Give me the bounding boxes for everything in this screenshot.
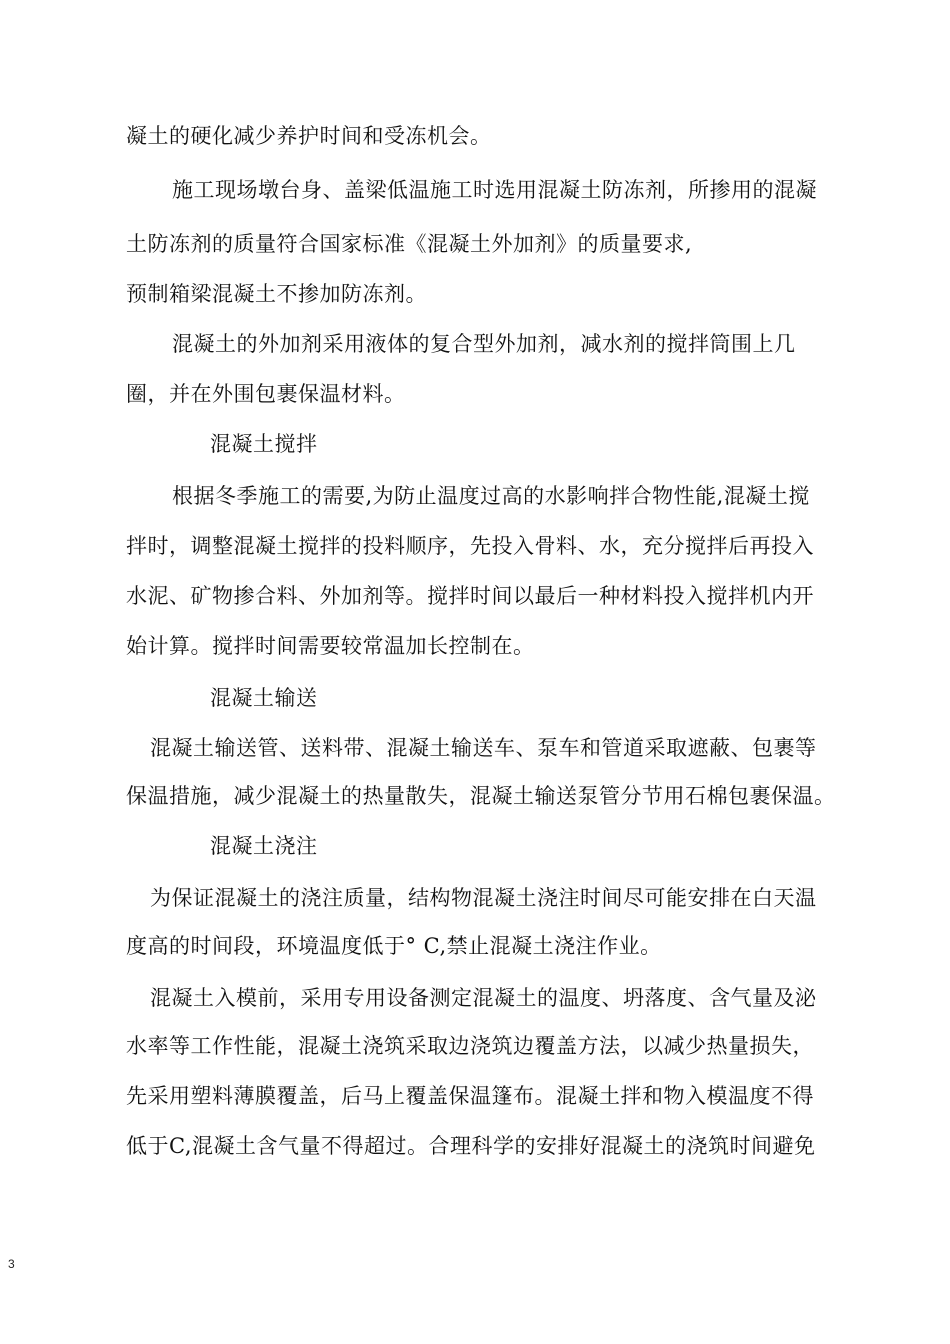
page-number: 3 xyxy=(8,1257,15,1271)
text-line: 低于C,混凝土含气量不得超过。合理科学的安排好混凝土的浇筑时间避免 xyxy=(126,1134,816,1158)
text-line: 混凝土的外加剂采用液体的复合型外加剂，减水剂的搅拌筒围上几 xyxy=(172,332,796,356)
text-line: 施工现场墩台身、盖梁低温施工时选用混凝土防冻剂，所掺用的混凝 xyxy=(172,178,817,202)
text-line: 为保证混凝土的浇注质量，结构物混凝土浇注时间尽可能安排在白天温 xyxy=(150,886,817,910)
text-line: 混凝土输送管、送料带、混凝土输送车、泵车和管道采取遮蔽、包裹等 xyxy=(150,736,817,760)
text-line: 圈，并在外围包裹保温材料。 xyxy=(126,382,406,406)
text-line: 水率等工作性能，混凝土浇筑采取边浇筑边覆盖方法，以减少热量损失， xyxy=(126,1034,814,1058)
text-line: 凝土的硬化减少养护时间和受冻机会。 xyxy=(126,124,492,148)
text-line: 预制箱梁混凝土不掺加防冻剂。 xyxy=(126,282,427,306)
text-line: 先采用塑料薄膜覆盖，后马上覆盖保温篷布。混凝土拌和物入模温度不得 xyxy=(126,1084,814,1108)
text-line: 拌时，调整混凝土搅拌的投料顺序，先投入骨料、水，充分搅拌后再投入 xyxy=(126,534,814,558)
text-line: 始计算。搅拌时间需要较常温加长控制在。 xyxy=(126,634,535,658)
text-line: 根据冬季施工的需要,为防止温度过高的水影响拌合物性能,混凝土搅 xyxy=(172,484,810,508)
text-line: 水泥、矿物掺合料、外加剂等。搅拌时间以最后一种材料投入搅拌机内开 xyxy=(126,584,814,608)
text-line: 度高的时间段，环境温度低于° C,禁止混凝土浇注作业。 xyxy=(126,934,662,958)
text-line: 混凝土入模前，采用专用设备测定混凝土的温度、坍落度、含气量及泌 xyxy=(150,986,817,1010)
section-heading: 混凝土浇注 xyxy=(210,834,318,858)
section-heading: 混凝土输送 xyxy=(210,686,318,710)
section-heading: 混凝土搅拌 xyxy=(210,432,318,456)
text-line: 土防冻剂的质量符合国家标准《混凝土外加剂》的质量要求, xyxy=(126,232,693,256)
text-line: 保温措施，减少混凝土的热量散失，混凝土输送泵管分节用石棉包裹保温。 xyxy=(126,784,836,808)
